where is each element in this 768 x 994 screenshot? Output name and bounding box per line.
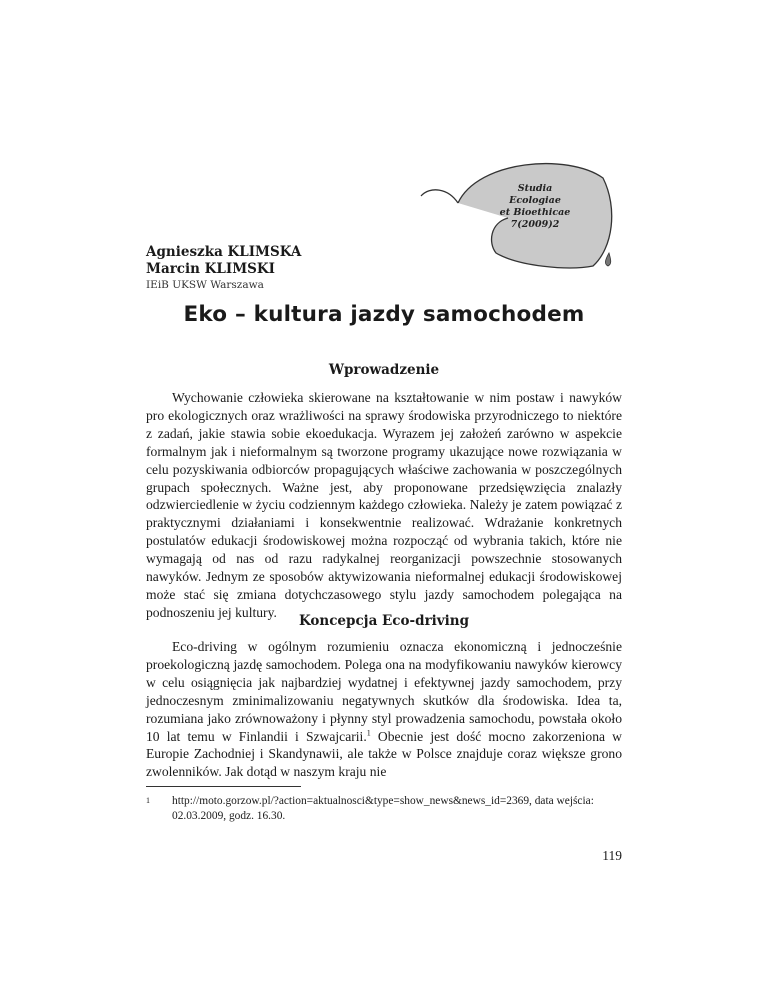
page-number: 119 xyxy=(602,848,622,863)
section-heading: Wprowadzenie xyxy=(328,362,440,378)
body-paragraph: Wychowanie człowieka skierowane na kształtowanie w nim postaw i nawyków pro ekologicznych oraz wrażliwości na sprawy środowiska przyrodniczego to niektóre z zadań, jakie stawia sobie ekoedukacja. Wyrazem jej założeń zarówno w aspekcie formalnym jak i nieformalnym są tworzone programy ukazujące nowe rozwiązania w celu pozyskiwania odbiorców propagujących właściwe zachowania w poszczególnych grupach społecznych. Ważne jest, aby proponowane przedsięwzięcia znalazły odzwierciedlenie w życiu codziennym każdego człowieka. Należy je zatem powiązać z praktycznymi działaniami i konsekwentnie realizować. Wdrażanie konkretnych postulatów edukacji środowiskowej można rozpocząć od wybrania takich, które nie wymagają od nas od razu radykalnej reorganizacji powszechnie stosowanych nawyków. Jednym ze sposobów aktywizowania nieformalnej edukacji środowiskowej może stać się zmiana dotychczasowego stylu jazdy samochodem polegająca na podnoszeniu jej kultury. xyxy=(146,390,622,620)
author-block xyxy=(146,244,301,292)
journal-badge-line: et Bioethicae xyxy=(499,207,571,218)
affiliation: IEiB UKSW Warszawa xyxy=(146,279,264,291)
footnote-text: http://moto.gorzow.pl/?action=aktualnosci&type=show_news&news_id=2369, data wejścia: 02.03.2009, godz. 16.30. xyxy=(172,795,594,822)
leaf-drop xyxy=(605,253,610,266)
article-title: Eko – kultura jazdy samochodem xyxy=(183,302,585,327)
author-name: Marcin KLIMSKI xyxy=(146,261,275,277)
footnote-rule xyxy=(146,786,301,787)
journal-badge-line: Ecologiae xyxy=(509,195,561,206)
body-paragraph xyxy=(146,638,622,781)
leaf-stem xyxy=(421,190,458,203)
footnote-number: 1 xyxy=(146,796,150,805)
journal-badge-line: 7(2009)2 xyxy=(510,219,560,230)
paragraph-text: Eco-driving w ogólnym rozumieniu oznacza ekonomiczną i jednocześnie proekologiczną jazdę samochodem. Polega ona na modyfikowaniu nawyków kierowcy w celu osiągnięcia jak najbardziej wydatnej i efektywnej jazdy samochodem, przy jednoczesnym zminimalizowaniu negatywnych skutków dla środowiska. Idea ta, rozumiana jako zrównoważony i płynny styl prowadzenia samochodu, powstała około 10 lat temu w Finlandii i Szwajcarii. xyxy=(146,639,622,744)
author-name: Agnieszka KLIMSKA xyxy=(146,244,302,260)
journal-badge-text xyxy=(494,183,576,231)
paragraph-text: Obecnie jest dość mocno zakorzeniona w Europie Zachodniej i Skandynawii, ale także w Polsce znajduje coraz większe grono zwolenników. Jak dotąd w naszym kraju nie xyxy=(146,728,622,780)
footnote-ref[interactable]: 1 xyxy=(366,728,371,737)
section-heading: Koncepcja Eco-driving xyxy=(298,613,470,629)
footnote xyxy=(146,794,622,824)
journal-badge-line: Studia xyxy=(517,183,553,194)
